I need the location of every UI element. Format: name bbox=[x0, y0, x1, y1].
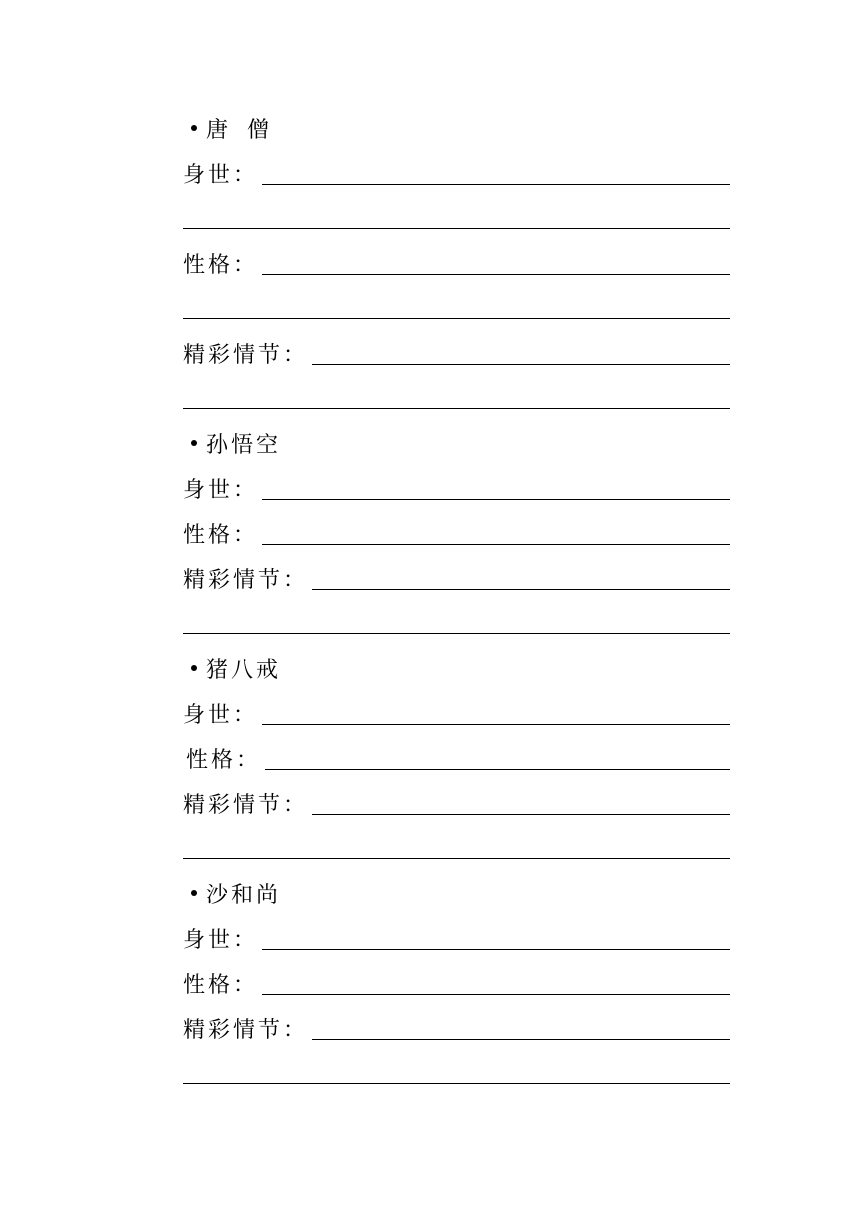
field-label: 身世： bbox=[183, 163, 259, 188]
field-label: 身世： bbox=[183, 703, 259, 728]
answer-line[interactable] bbox=[262, 518, 730, 545]
field-row-personality bbox=[183, 245, 730, 279]
field-label: 性格： bbox=[183, 973, 259, 998]
answer-line[interactable] bbox=[312, 563, 730, 590]
answer-line[interactable] bbox=[312, 338, 730, 365]
answer-line[interactable] bbox=[265, 743, 730, 770]
answer-line[interactable] bbox=[262, 698, 730, 725]
field-row-origin bbox=[183, 470, 730, 504]
answer-line[interactable] bbox=[312, 788, 730, 815]
answer-line[interactable] bbox=[262, 968, 730, 995]
answer-line[interactable] bbox=[262, 248, 730, 275]
bullet-icon bbox=[191, 890, 197, 896]
field-label: 身世： bbox=[183, 478, 259, 503]
field-row-highlights bbox=[183, 785, 730, 819]
answer-line[interactable] bbox=[312, 1013, 730, 1040]
answer-line[interactable] bbox=[183, 858, 730, 859]
field-label: 性格： bbox=[186, 748, 262, 773]
field-row-highlights bbox=[183, 1010, 730, 1044]
field-row-personality bbox=[183, 740, 730, 774]
answer-line[interactable] bbox=[262, 473, 730, 500]
worksheet bbox=[183, 0, 730, 1216]
field-row-personality bbox=[183, 965, 730, 999]
field-label: 性格： bbox=[183, 523, 259, 548]
field-row-highlights bbox=[183, 560, 730, 594]
field-row-origin bbox=[183, 920, 730, 954]
answer-line[interactable] bbox=[183, 1083, 730, 1084]
field-row-origin bbox=[183, 155, 730, 189]
bullet-icon bbox=[191, 125, 197, 131]
field-label: 精彩情节： bbox=[183, 343, 309, 368]
character-heading-tangseng bbox=[183, 110, 730, 144]
answer-line[interactable] bbox=[183, 228, 730, 229]
field-label: 精彩情节： bbox=[183, 793, 309, 818]
answer-line[interactable] bbox=[183, 408, 730, 409]
field-row-origin bbox=[183, 695, 730, 729]
answer-line[interactable] bbox=[262, 923, 730, 950]
bullet-icon bbox=[191, 665, 197, 671]
character-heading-shaheshang bbox=[183, 875, 730, 909]
character-name: 唐 僧 bbox=[206, 118, 275, 143]
field-label: 精彩情节： bbox=[183, 1018, 309, 1043]
field-row-highlights bbox=[183, 335, 730, 369]
character-heading-zhubajie bbox=[183, 650, 730, 684]
character-name: 猪八戒 bbox=[206, 658, 282, 683]
field-label: 精彩情节： bbox=[183, 568, 309, 593]
bullet-icon bbox=[191, 440, 197, 446]
field-label: 性格： bbox=[183, 253, 259, 278]
answer-line[interactable] bbox=[183, 318, 730, 319]
character-heading-sunwukong bbox=[183, 425, 730, 459]
answer-line[interactable] bbox=[262, 158, 730, 185]
character-name: 沙和尚 bbox=[206, 883, 282, 908]
answer-line[interactable] bbox=[183, 633, 730, 634]
field-label: 身世： bbox=[183, 928, 259, 953]
field-row-personality bbox=[183, 515, 730, 549]
character-name: 孙悟空 bbox=[206, 433, 282, 458]
